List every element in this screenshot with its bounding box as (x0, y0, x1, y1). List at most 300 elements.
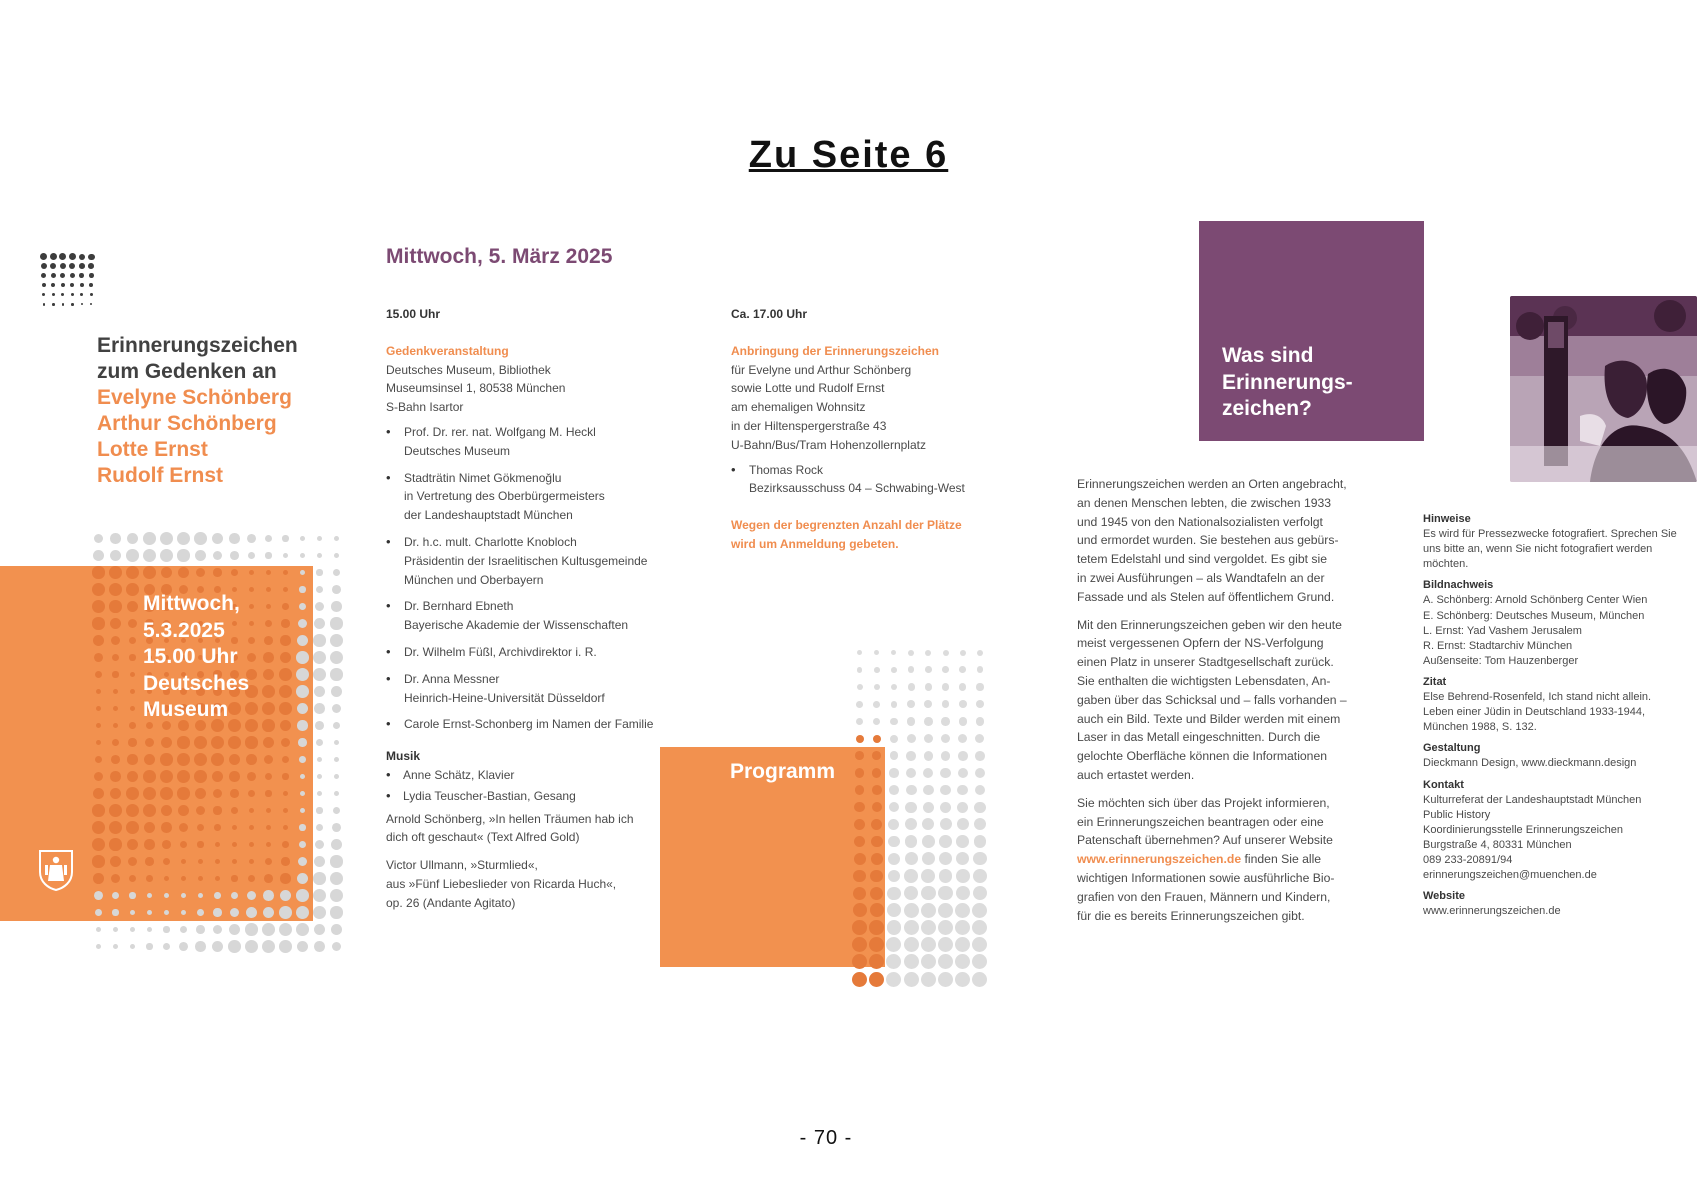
credit-line: A. Schönberg: Arnold Schönberg Center Wien (1423, 594, 1648, 607)
dot (921, 920, 936, 935)
dot (313, 668, 326, 681)
dot (110, 550, 122, 562)
dot (330, 651, 343, 664)
credit-line[interactable]: www.erinnerungszeichen.de (1423, 905, 1561, 918)
dot (282, 841, 289, 848)
dot (198, 893, 204, 899)
info-box-text (1222, 343, 1353, 423)
dot (856, 718, 863, 725)
dot (940, 818, 952, 830)
dot (956, 835, 969, 848)
dot (177, 736, 189, 748)
dot (938, 903, 953, 918)
credit-line: Dieckmann Design, www.dieckmann.design (1423, 757, 1637, 770)
dot (94, 653, 103, 662)
dot (872, 751, 881, 760)
dot (299, 824, 305, 830)
list-item: • Lydia Teuscher-Bastian, Gesang (386, 787, 686, 806)
dot (330, 855, 342, 867)
dot (229, 771, 239, 781)
paragraph-line: Fassade und als Stelen auf öffentlichem Grund. (1077, 589, 1335, 604)
dot (90, 303, 92, 305)
dot (212, 771, 223, 782)
page-heading: Zu Seite 6 (748, 134, 949, 176)
dot (974, 835, 987, 848)
dot (905, 835, 918, 848)
dot (958, 734, 967, 743)
dot (229, 533, 239, 543)
info-paragraph (1077, 616, 1357, 785)
dot (976, 700, 984, 708)
venue-line: für Evelyne und Arthur Schönberg (731, 362, 912, 377)
dot (281, 738, 291, 748)
dot (197, 824, 205, 832)
dot (296, 668, 309, 681)
dot (232, 825, 238, 831)
dot (298, 738, 306, 746)
dot (904, 972, 919, 987)
dot (130, 910, 135, 915)
dot (143, 804, 156, 817)
dot (316, 739, 323, 746)
dot (213, 908, 221, 916)
dot (299, 603, 307, 611)
dot (145, 738, 155, 748)
program-column-1 (386, 245, 686, 268)
dot (941, 717, 949, 725)
paragraph-line: einen Platz in unserer Stadtgesellschaft zurück. (1077, 655, 1334, 670)
program-block-1 (386, 305, 686, 913)
dot (905, 802, 916, 813)
dot (330, 634, 343, 647)
dot (332, 585, 341, 594)
dot (96, 740, 102, 746)
dot (975, 751, 985, 761)
website-link[interactable]: www.erinnerungszeichen.de (1077, 852, 1242, 867)
credit-line: Kulturreferat der Landeshauptstadt München (1423, 793, 1642, 806)
dot (297, 703, 309, 715)
dot (300, 553, 305, 558)
dot (130, 927, 135, 932)
dot (130, 672, 135, 677)
dot (921, 869, 935, 883)
card-line: Deutsches (143, 671, 250, 695)
dot (160, 532, 173, 545)
dot (887, 887, 900, 900)
dot (974, 818, 986, 830)
dot (113, 689, 118, 694)
dot (92, 838, 105, 851)
dot (316, 807, 322, 813)
dot (976, 683, 983, 690)
dot (41, 273, 46, 278)
dot (130, 944, 135, 949)
dot (959, 700, 967, 708)
dot (906, 751, 916, 761)
credit-line: München 1988, S. 132. (1423, 721, 1537, 734)
card-line: 5.3.2025 (143, 618, 225, 642)
dot (908, 683, 915, 690)
title-line: Erinnerungszeichen (97, 334, 298, 357)
dot (925, 683, 932, 690)
dot (869, 972, 884, 987)
dot (972, 954, 987, 969)
venue-line: am ehemaligen Wohnsitz (731, 400, 866, 415)
dot (247, 891, 256, 900)
dot (262, 940, 275, 953)
dot (975, 785, 986, 796)
dot (197, 841, 203, 847)
dot (246, 754, 257, 765)
dot (959, 683, 966, 690)
credit-line: L. Ernst: Yad Vashem Jerusalem (1423, 624, 1582, 637)
dot (872, 768, 881, 777)
dot (128, 619, 138, 629)
paragraph-line: meist vergessenen Opfern der NS-Verfolgung (1077, 636, 1324, 651)
dot (127, 771, 139, 783)
speaker-line: in Vertretung des Oberbürgermeisters (404, 489, 605, 504)
dot (70, 283, 74, 287)
dot (195, 550, 206, 561)
dot (279, 906, 292, 919)
dot (855, 768, 864, 777)
dot (112, 909, 118, 915)
credit-line: Außenseite: Tom Hauzenberger (1423, 654, 1579, 667)
card-line: Mittwoch, (143, 592, 240, 615)
dot (331, 686, 342, 697)
dot (96, 706, 101, 711)
dot (297, 720, 307, 730)
dot (853, 870, 866, 883)
dot (906, 768, 916, 778)
dot (957, 802, 968, 813)
speaker-line: • Dr. Bernhard Ebneth (404, 599, 514, 614)
dot (905, 818, 917, 830)
dot (181, 910, 187, 916)
dot (972, 903, 987, 918)
piece-line: Arnold Schönberg, »In hellen Träumen hab ich (386, 811, 634, 826)
dot (296, 889, 309, 902)
dot (262, 923, 275, 936)
dot (333, 807, 340, 814)
dot (126, 804, 139, 817)
piece-line: Victor Ullmann, »Sturmlied«, (386, 858, 538, 873)
dot (955, 920, 970, 935)
speaker-line: • Prof. Dr. rer. nat. Wolfgang M. Heckl (404, 424, 596, 439)
dot (905, 852, 918, 865)
dot (215, 876, 220, 881)
dot (314, 856, 325, 867)
info-paragraph (1077, 475, 1357, 607)
credit-line: Public History (1423, 808, 1491, 821)
dot (296, 906, 309, 919)
dot (330, 617, 342, 629)
notice-line: wird um Anmeldung gebeten. (731, 536, 899, 551)
venue-line: Deutsches Museum, Bibliothek (386, 362, 551, 377)
dot (265, 773, 273, 781)
dot (160, 770, 173, 783)
dot (248, 790, 255, 797)
dot (245, 736, 257, 748)
dot (891, 684, 897, 690)
dot (300, 774, 305, 779)
dot (263, 890, 273, 900)
dot (143, 532, 155, 544)
dot (178, 805, 189, 816)
dot (315, 721, 324, 730)
info-text (1077, 475, 1357, 925)
dot (856, 735, 864, 743)
dot (92, 821, 105, 834)
dot (52, 293, 55, 296)
list-item (731, 461, 1021, 499)
dot (228, 736, 241, 749)
dot (113, 927, 118, 932)
dot (180, 926, 187, 933)
dot (127, 754, 137, 764)
dot (975, 768, 985, 778)
dot (316, 824, 324, 832)
dot (886, 972, 901, 987)
dot (249, 859, 255, 865)
dot (42, 293, 45, 296)
dot (160, 753, 172, 765)
dot (247, 772, 256, 781)
dot (886, 937, 901, 952)
dot (126, 583, 139, 596)
paragraph-line: Laser in das Metall eingeschnitten. Durch die (1077, 730, 1321, 745)
dot (869, 937, 884, 952)
dot (973, 869, 987, 883)
dot (955, 903, 970, 918)
dot (956, 852, 969, 865)
dot (249, 570, 255, 576)
dot (873, 718, 880, 725)
dot (296, 685, 309, 698)
speaker-line: • Dr. Wilhelm Füßl, Archivdirektor i. R. (404, 644, 597, 659)
info-paragraph (1077, 794, 1357, 926)
dot (181, 876, 186, 881)
dot (93, 788, 104, 799)
name-item: Lotte Ernst (97, 438, 208, 461)
paragraph-line: grafien von den Frauen, Männern und Kindern, (1077, 889, 1331, 904)
dot (313, 634, 325, 646)
dot (181, 893, 186, 898)
dot (232, 842, 237, 847)
dot (972, 937, 987, 952)
dot (43, 303, 46, 306)
dot (147, 893, 152, 898)
dot (164, 876, 170, 882)
dot (921, 903, 936, 918)
dot (266, 570, 271, 575)
dot (890, 751, 899, 760)
dot (41, 263, 47, 269)
dot (129, 892, 135, 898)
dot-pattern-logo (39, 252, 96, 309)
dot (71, 293, 74, 296)
dot (977, 666, 984, 673)
dot (315, 840, 324, 849)
dot (887, 903, 901, 917)
dot (280, 890, 292, 902)
dot (61, 293, 64, 296)
dot (908, 666, 915, 673)
dot (871, 819, 882, 830)
dot (178, 567, 189, 578)
dot (50, 263, 56, 269)
dot (128, 738, 136, 746)
venue-line: Museumsinsel 1, 80538 München (386, 381, 566, 396)
dot (333, 569, 340, 576)
dot (129, 637, 137, 645)
speaker-line: der Landeshauptstadt München (404, 508, 573, 523)
page-number: - 70 - (799, 1127, 853, 1149)
dot (228, 940, 240, 952)
dot (194, 532, 206, 544)
dot (942, 683, 949, 690)
dot (264, 874, 273, 883)
dot (921, 972, 936, 987)
dot (96, 689, 102, 695)
dot (127, 601, 138, 612)
credit-line: Es wird für Pressezwecke fotografiert. Sprechen Sie (1423, 528, 1677, 541)
dot (110, 856, 121, 867)
dot (972, 972, 987, 987)
dot (870, 903, 884, 917)
dot (161, 737, 172, 748)
dot (177, 770, 190, 783)
middle-dot-pattern (851, 644, 989, 988)
dot (283, 553, 288, 558)
dot (958, 768, 968, 778)
paragraph-line: für die es bereits Erinnerungszeichen gibt. (1077, 908, 1305, 923)
dot (196, 925, 205, 934)
dot (298, 619, 308, 629)
dot (146, 943, 152, 949)
dot (315, 602, 324, 611)
dot (126, 821, 139, 834)
credit-line: R. Ernst: Stadtarchiv München (1423, 639, 1573, 652)
dot (334, 740, 340, 746)
dot (939, 835, 952, 848)
left-panel-title (97, 333, 357, 489)
dot (330, 872, 343, 885)
dot (111, 636, 120, 645)
dot (109, 804, 122, 817)
paragraph-line: Sie möchten sich über das Projekt informieren, (1077, 795, 1330, 810)
dot (94, 772, 103, 781)
dot (111, 874, 120, 883)
dot (889, 768, 898, 777)
dot (231, 807, 238, 814)
paragraph-line: auch ertastet werden. (1077, 767, 1195, 782)
dot (956, 869, 970, 883)
dot (852, 920, 867, 935)
dot (317, 774, 322, 779)
program-date: Mittwoch, 5. März 2025 (386, 245, 613, 268)
dot (300, 808, 305, 813)
dot (891, 701, 898, 708)
dot (264, 755, 273, 764)
dot (110, 533, 120, 543)
dot (146, 875, 153, 882)
dot (50, 253, 57, 260)
dot (957, 818, 969, 830)
dot (314, 686, 326, 698)
dot (69, 263, 75, 269)
dot (941, 751, 951, 761)
credit-line: Koordinierungsstelle Erinnerungszeichen (1423, 823, 1623, 836)
dot (854, 819, 865, 830)
paragraph-line (1077, 850, 1357, 869)
dot (70, 273, 75, 278)
dot (126, 787, 139, 800)
block-time: Ca. 17.00 Uhr (731, 307, 808, 321)
dot (943, 650, 949, 656)
dot (283, 808, 288, 813)
dot (300, 791, 305, 796)
credit-label: Zitat (1423, 675, 1447, 688)
dot (194, 770, 206, 782)
credit-label: Gestaltung (1423, 742, 1481, 755)
dot (334, 774, 339, 779)
dot (906, 785, 917, 796)
speaker-item (386, 670, 686, 708)
dot (51, 273, 56, 278)
dot (888, 836, 900, 848)
dot (143, 566, 156, 579)
dot (887, 920, 902, 935)
dot (973, 886, 987, 900)
dot (956, 886, 970, 900)
dot (959, 666, 966, 673)
dot (266, 842, 272, 848)
dot (109, 821, 122, 834)
dot (873, 701, 880, 708)
dot (80, 293, 83, 296)
venue-line: in der Hiltenspergerstraße 43 (731, 418, 887, 433)
dot (40, 253, 47, 260)
venue-line: S-Bahn Isartor (386, 400, 464, 415)
speaker-line: • Stadträtin Nimet Gökmenoğlu (404, 470, 562, 485)
block-heading: Anbringung der Erinnerungszeichen (731, 343, 940, 358)
dot (857, 667, 863, 673)
dot (872, 802, 882, 812)
speaker-line: • Dr. Anna Messner (404, 671, 500, 686)
dot (924, 734, 933, 743)
music-piece (386, 856, 686, 912)
dot (213, 568, 221, 576)
dot (162, 840, 171, 849)
dot (113, 723, 119, 729)
dot (314, 703, 324, 713)
dot (231, 569, 238, 576)
dot (213, 806, 221, 814)
dot (940, 802, 951, 813)
speaker-item (386, 469, 686, 525)
dot (88, 263, 94, 269)
dot (265, 858, 272, 865)
dot (282, 535, 288, 541)
dot (975, 734, 984, 743)
paragraph-line: auch ein Bild. Texte und Bilder werden mit einem (1077, 711, 1341, 726)
dot (874, 684, 880, 690)
dot (857, 650, 862, 655)
dot (88, 254, 95, 261)
dot (163, 926, 169, 932)
dot (266, 825, 271, 830)
